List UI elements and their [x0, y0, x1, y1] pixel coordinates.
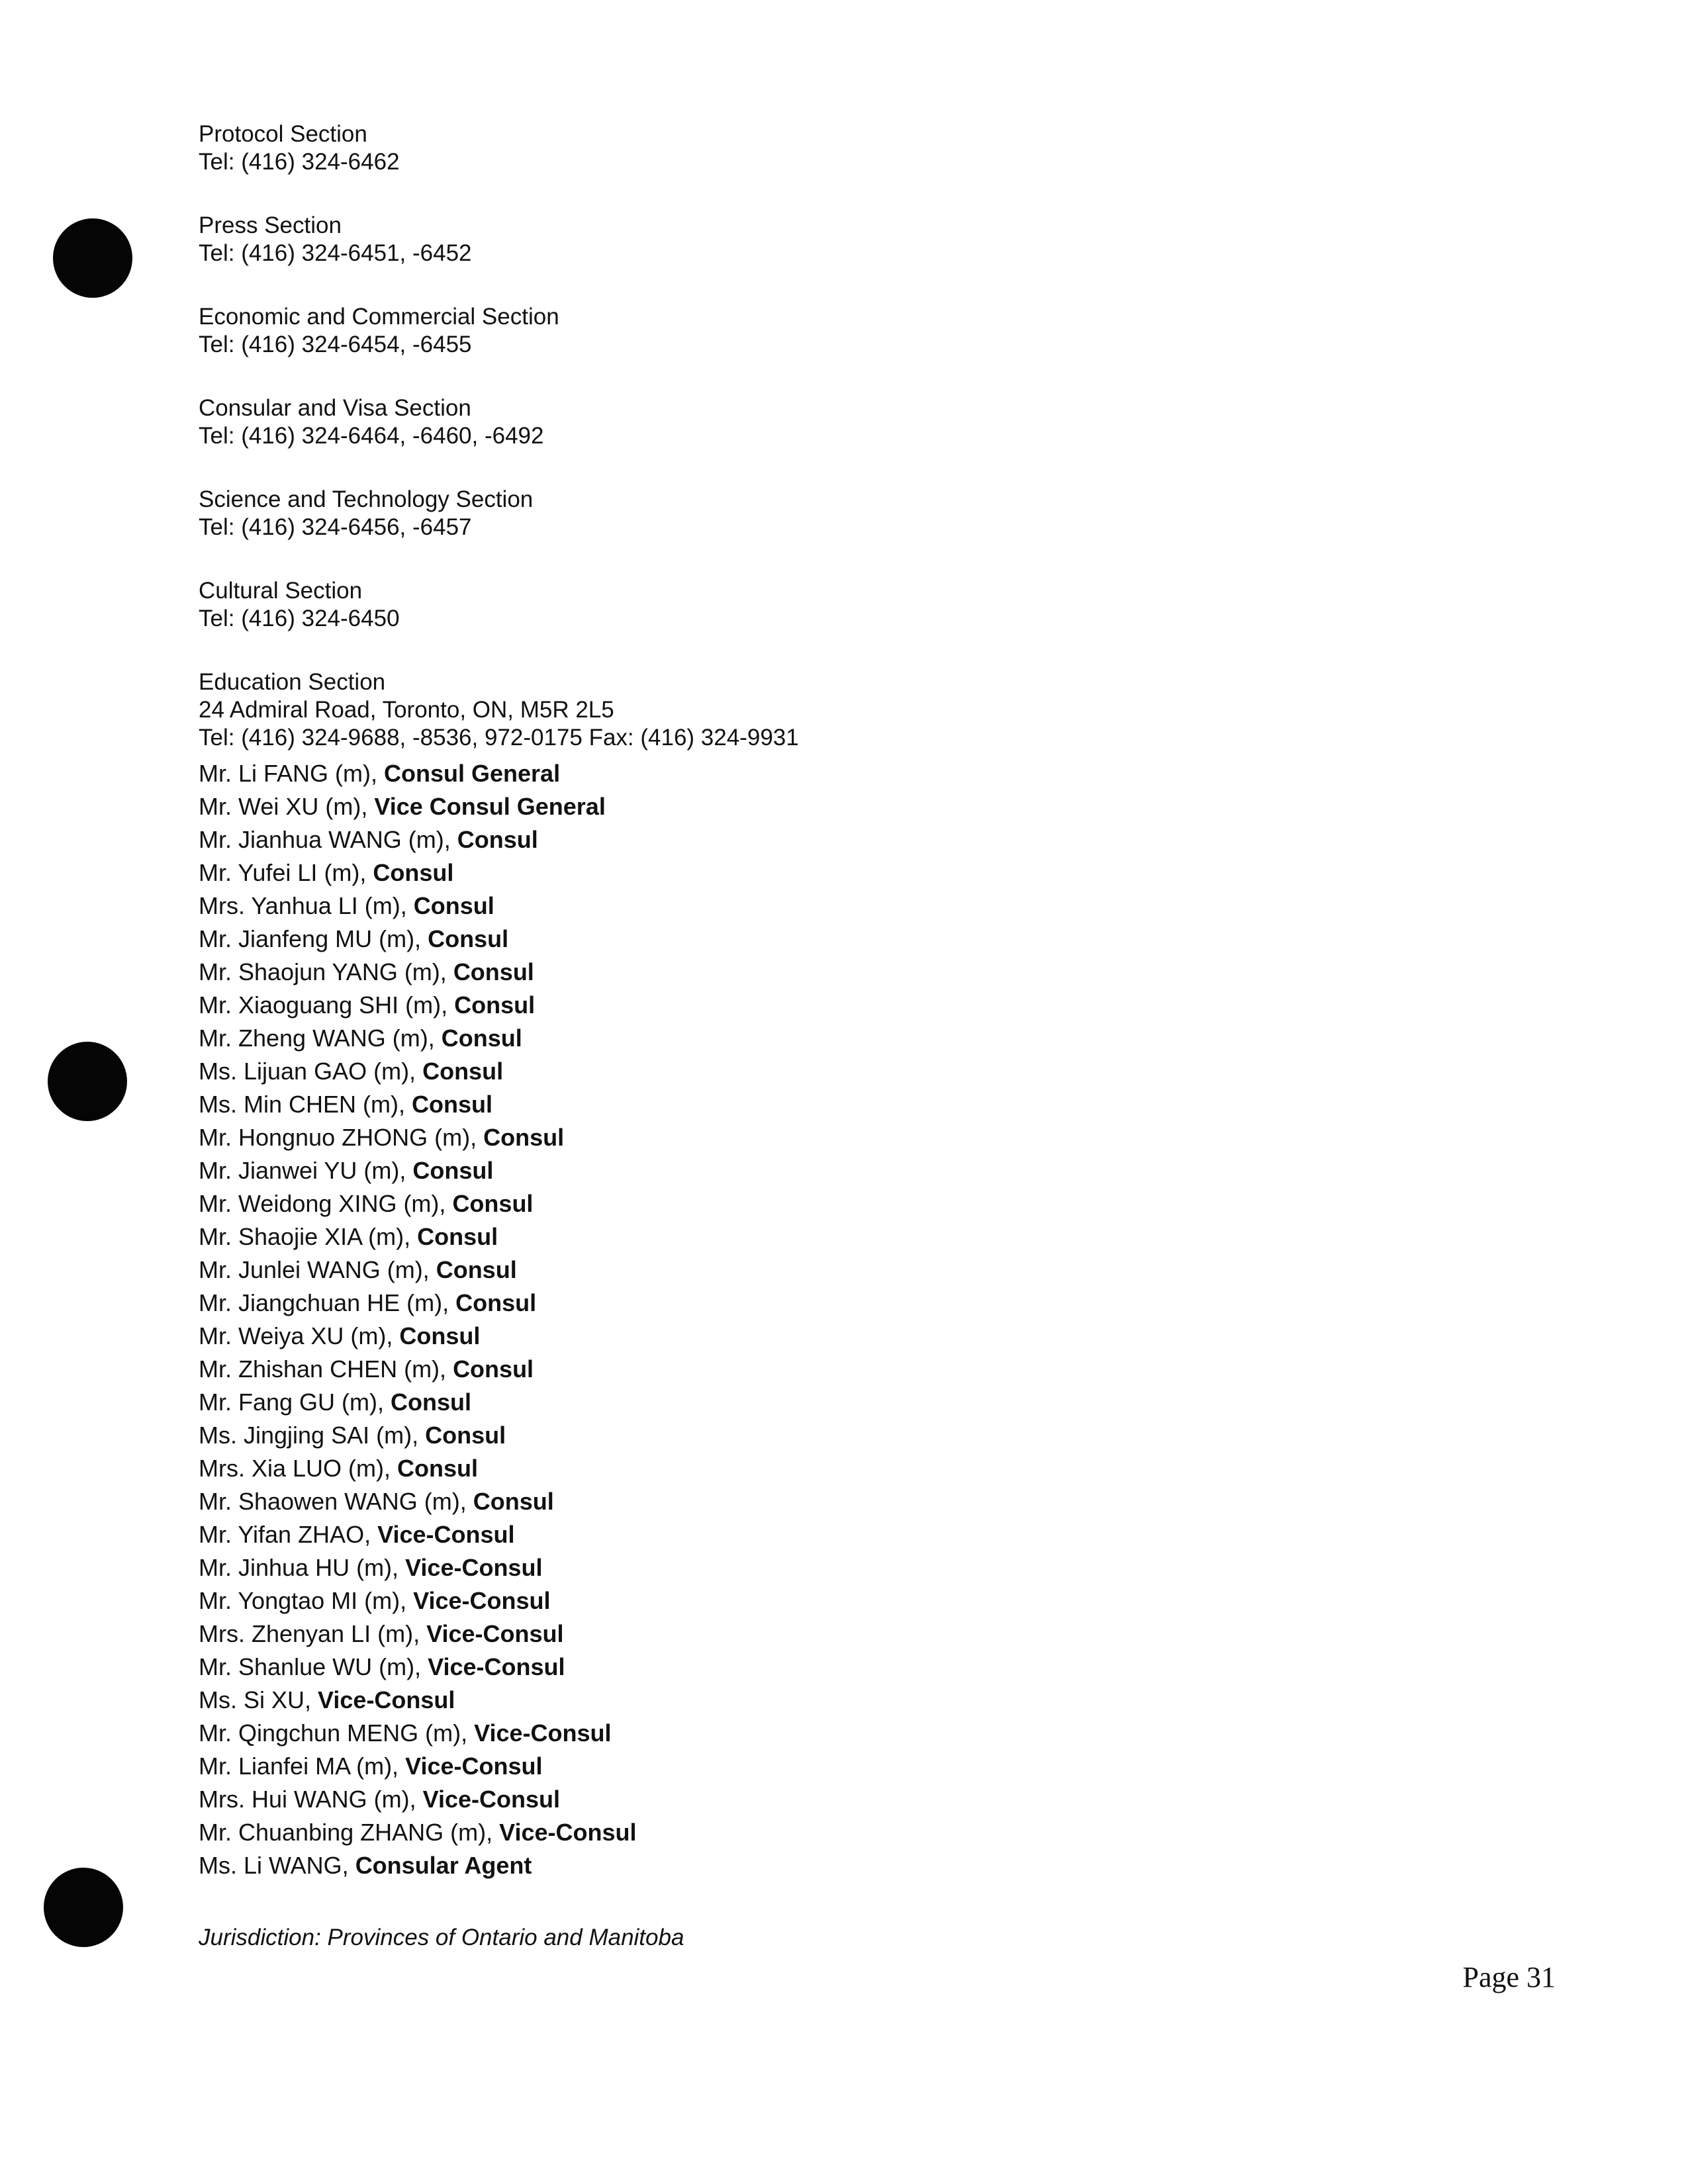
staff-name: Mr. Lianfei MA (m), — [199, 1752, 399, 1780]
punch-hole-bottom — [44, 1868, 123, 1947]
staff-title: Consul — [417, 1223, 498, 1250]
staff-row — [199, 757, 1456, 790]
staff-title: Vice-Consul — [405, 1752, 543, 1780]
staff-title: Consul — [473, 1488, 554, 1515]
section-tel: Tel: (416) 324-6456, -6457 — [199, 514, 472, 540]
section-name: Education Section — [199, 669, 386, 695]
staff-name: Mr. Wei XU (m), — [199, 793, 368, 820]
staff-row — [199, 1320, 1456, 1353]
staff-row — [199, 1584, 1456, 1617]
section-address: 24 Admiral Road, Toronto, ON, M5R 2L5 — [199, 697, 614, 723]
staff-row — [199, 1485, 1456, 1518]
education-section — [199, 668, 1456, 752]
staff-name: Mr. Junlei WANG (m), — [199, 1256, 430, 1283]
section-tel: Tel: (416) 324-9688, -8536, 972-0175 Fax: (416) 324-9931 — [199, 725, 799, 751]
staff-name: Ms. Min CHEN (m), — [199, 1091, 405, 1118]
staff-name: Mr. Zhishan CHEN (m), — [199, 1355, 447, 1383]
staff-row — [199, 1551, 1456, 1584]
staff-title: Consular Agent — [355, 1852, 532, 1879]
staff-name: Mr. Jianhua WANG (m), — [199, 826, 451, 853]
staff-title: Consul — [453, 1355, 534, 1383]
staff-title: Vice-Consul — [499, 1819, 637, 1846]
staff-title: Consul — [412, 1157, 494, 1184]
staff-row — [199, 1452, 1456, 1485]
staff-row — [199, 923, 1456, 956]
section-tel: Tel: (416) 324-6450 — [199, 606, 400, 631]
staff-row — [199, 1088, 1456, 1121]
staff-name: Mr. Shanlue WU (m), — [199, 1653, 422, 1680]
staff-name: Ms. Li WANG, — [199, 1852, 349, 1879]
staff-title: Consul — [412, 1091, 492, 1118]
staff-row — [199, 889, 1456, 923]
staff-title: Vice-Consul — [474, 1719, 612, 1747]
staff-title: Vice-Consul — [377, 1521, 515, 1548]
staff-name: Mr. Yongtao MI (m), — [199, 1587, 407, 1614]
staff-row — [199, 823, 1456, 856]
staff-row — [199, 1121, 1456, 1154]
punch-hole-middle — [48, 1042, 127, 1121]
staff-row — [199, 1651, 1456, 1684]
staff-title: Consul — [457, 826, 538, 853]
section-name: Press Section — [199, 212, 342, 238]
staff-name: Ms. Lijuan GAO (m), — [199, 1058, 416, 1085]
staff-name: Mr. Zheng WANG (m), — [199, 1024, 435, 1052]
staff-title: Vice-Consul — [422, 1786, 561, 1813]
staff-row — [199, 1419, 1456, 1452]
staff-row — [199, 856, 1456, 889]
staff-name: Mr. Qingchun MENG (m), — [199, 1719, 468, 1747]
section-list — [199, 120, 1456, 633]
staff-name: Mr. Jiangchuan HE (m), — [199, 1289, 449, 1316]
staff-name: Mr. Jianfeng MU (m), — [199, 925, 422, 952]
staff-name: Mr. Jinhua HU (m), — [199, 1554, 399, 1581]
section-block — [199, 486, 1456, 541]
section-tel: Tel: (416) 324-6464, -6460, -6492 — [199, 423, 544, 449]
staff-name: Mr. Yifan ZHAO, — [199, 1521, 371, 1548]
staff-row — [199, 1253, 1456, 1287]
staff-row — [199, 989, 1456, 1022]
page-number: Page 31 — [1462, 1961, 1556, 1993]
staff-name: Mrs. Xia LUO (m), — [199, 1455, 391, 1482]
staff-title: Consul — [425, 1422, 506, 1449]
staff-title: Consul — [422, 1058, 504, 1085]
jurisdiction-note: Jurisdiction: Provinces of Ontario and Manitoba — [199, 1925, 684, 1950]
section-tel: Tel: (416) 324-6462 — [199, 149, 400, 175]
staff-row — [199, 1353, 1456, 1386]
staff-title: Consul — [483, 1124, 565, 1151]
staff-title: Consul — [436, 1256, 517, 1283]
staff-title: Consul — [441, 1024, 522, 1052]
consulate-directory — [199, 120, 1456, 1882]
staff-name: Mr. Shaowen WANG (m), — [199, 1488, 467, 1515]
staff-title: Consul — [454, 991, 536, 1019]
section-tel: Tel: (416) 324-6451, -6452 — [199, 240, 472, 266]
punch-hole-top — [53, 218, 132, 298]
staff-name: Mr. Chuanbing ZHANG (m), — [199, 1819, 493, 1846]
staff-title: Consul — [428, 925, 509, 952]
section-block — [199, 120, 1456, 176]
staff-row — [199, 1022, 1456, 1055]
staff-name: Mr. Li FANG (m), — [199, 760, 377, 787]
staff-row — [199, 1518, 1456, 1551]
section-tel: Tel: (416) 324-6454, -6455 — [199, 332, 472, 357]
staff-title: Vice-Consul — [405, 1554, 543, 1581]
section-name: Consular and Visa Section — [199, 395, 471, 421]
staff-name: Mrs. Hui WANG (m), — [199, 1786, 416, 1813]
staff-name: Mr. Weidong XING (m), — [199, 1190, 446, 1217]
staff-row — [199, 1287, 1456, 1320]
staff-row — [199, 1386, 1456, 1419]
section-block — [199, 577, 1456, 633]
section-block — [199, 394, 1456, 450]
staff-row — [199, 1717, 1456, 1750]
staff-name: Mr. Xiaoguang SHI (m), — [199, 991, 448, 1019]
section-name: Economic and Commercial Section — [199, 304, 559, 330]
staff-row — [199, 1783, 1456, 1816]
staff-title: Consul — [373, 859, 454, 886]
staff-row — [199, 790, 1456, 823]
section-block — [199, 212, 1456, 267]
staff-name: Mr. Hongnuo ZHONG (m), — [199, 1124, 477, 1151]
staff-name: Mr. Shaojun YANG (m), — [199, 958, 447, 985]
staff-row — [199, 1055, 1456, 1088]
staff-row — [199, 1154, 1456, 1187]
staff-title: Consul — [391, 1388, 472, 1416]
staff-title: Consul — [453, 958, 534, 985]
staff-row — [199, 1750, 1456, 1783]
staff-row — [199, 1220, 1456, 1253]
staff-title: Vice-Consul — [426, 1620, 564, 1647]
staff-title: Consul — [413, 892, 494, 919]
staff-name: Mrs. Zhenyan LI (m), — [199, 1620, 420, 1647]
staff-name: Mr. Fang GU (m), — [199, 1388, 385, 1416]
staff-title: Vice-Consul — [428, 1653, 565, 1680]
staff-title: Vice-Consul — [318, 1686, 455, 1713]
staff-title: Vice-Consul — [413, 1587, 551, 1614]
staff-name: Mr. Shaojie XIA (m), — [199, 1223, 411, 1250]
staff-title: Consul — [399, 1322, 481, 1349]
staff-name: Ms. Jingjing SAI (m), — [199, 1422, 419, 1449]
section-name: Cultural Section — [199, 578, 363, 604]
staff-name: Mr. Jianwei YU (m), — [199, 1157, 406, 1184]
staff-title: Vice Consul General — [374, 793, 606, 820]
staff-row — [199, 1849, 1456, 1882]
staff-row — [199, 1684, 1456, 1717]
section-name: Protocol Section — [199, 121, 367, 147]
staff-name: Mr. Yufei LI (m), — [199, 859, 367, 886]
staff-row — [199, 1816, 1456, 1849]
staff-title: Consul General — [384, 760, 561, 787]
staff-name: Mr. Weiya XU (m), — [199, 1322, 393, 1349]
staff-name: Ms. Si XU, — [199, 1686, 312, 1713]
staff-row — [199, 1187, 1456, 1220]
staff-title: Consul — [455, 1289, 537, 1316]
section-name: Science and Technology Section — [199, 486, 534, 512]
staff-list — [199, 757, 1456, 1882]
staff-name: Mrs. Yanhua LI (m), — [199, 892, 407, 919]
section-block — [199, 303, 1456, 359]
staff-title: Consul — [452, 1190, 534, 1217]
staff-row — [199, 956, 1456, 989]
staff-row — [199, 1617, 1456, 1651]
staff-title: Consul — [397, 1455, 479, 1482]
